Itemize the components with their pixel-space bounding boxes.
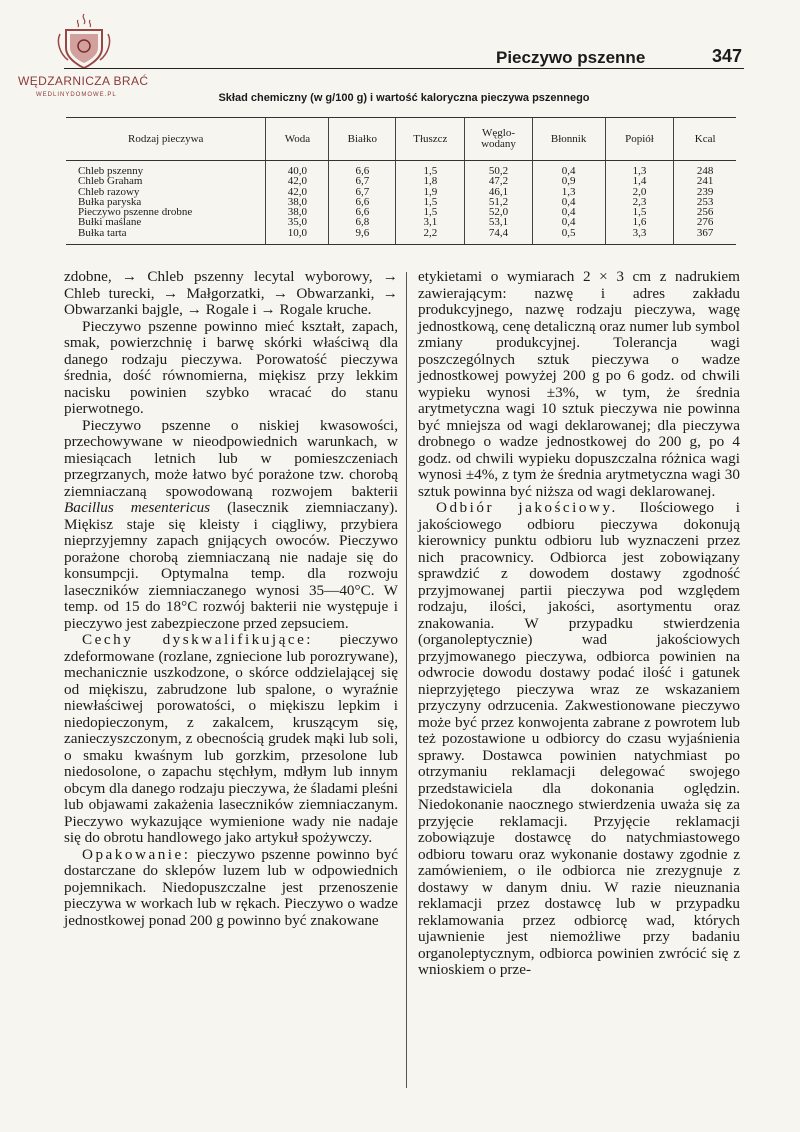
table-cell — [465, 161, 532, 245]
table-cell — [266, 161, 329, 245]
col-header-water: Woda — [266, 118, 329, 161]
table-row-label: Pieczywo pszenne drobne — [78, 206, 193, 219]
running-header-title: Pieczywo pszenne — [496, 48, 646, 67]
table-value: 1,3 — [632, 165, 647, 177]
table-value: 256 — [696, 206, 714, 219]
table-value: 3,1 — [423, 216, 438, 229]
table-value: 0,4 — [561, 165, 576, 177]
logo-website-text: WEDLINYDOMOWE.PL — [36, 92, 117, 98]
table-value: 2,3 — [632, 195, 647, 208]
table-row-label: Chleb pszenny — [78, 165, 144, 177]
table-value: 1,5 — [423, 165, 438, 177]
left-column — [64, 269, 398, 929]
table-row — [66, 161, 736, 245]
section-heading: Opakowanie: — [82, 845, 191, 863]
table-value: 1,5 — [423, 195, 438, 208]
paragraph: Pieczywo pszenne o niskiej kwasowości, przechowywane w nieodpowiednich warunkach, w miesiącach letnich lub w pomieszczeniach przegrzanych, może łatwo być porażone tzw. chorobą ziemniaczaną spowodowaną rozwojem bakterii Bacillus mesentericus (lasecznik ziemniaczany). Miękisz staje się kleisty i ciągliwy, przybiera nieprzyjemny zapach gnijących owoców. Pieczywo porażone chorobą ziemniaczaną nie nadaje się do konsumpcji. Optymalna temp. dla rozwoju laseczników ziemniaczanego wynosi 35—40°C. W temp. od 15 do 18°C rozwój bakterii nie występuje i pieczywo jest zabezpieczone przed zepsuciem. — [64, 416, 398, 632]
table-value: 6,6 — [355, 195, 370, 208]
col-header-protein: Białko — [329, 118, 396, 161]
table-value: 1,3 — [561, 185, 576, 198]
table-value: 1,8 — [423, 175, 438, 188]
table-cell — [329, 161, 396, 245]
table-value: 0,5 — [561, 226, 576, 239]
table-value: 47,2 — [488, 175, 509, 188]
table-value: 1,4 — [632, 175, 647, 188]
col-header-carbs: Węglo-wodany — [465, 118, 532, 161]
table-row-label: Chleb razowy — [78, 185, 140, 198]
table-value: 0,4 — [561, 206, 576, 219]
table-value: 6,8 — [355, 216, 370, 229]
section-heading: Odbiór jakościowy. — [436, 499, 618, 516]
paragraph: Cechy dyskwalifikujące: pieczywo zdeformowane (rozlane, zgniecione lub porozrywane), mechanicznie uszkodzone, o skórce oddzielającej się od miękiszu, zabrudzone lub spalone, o wyraźnie niewłaściwej porowatości, o miękiszu lepkim i niedopieczonym, z zakalcem, kruszącym się, zanieczyszczonym, z obecnością grudek mąki lub soli, o smaku kwaśnym lub gorzkim, przesolone lub niedosolone, o zapachu stęchłym, mdłym lub innym obcym dla danego rodzaju pieczywa, że śladami pleśni lub objawami zakażenia laseczników ziemniaczanym. Pieczywo wykazujące wymienione wady nie nadaje się do obrotu handlowego jako artykuł spożywczy. — [64, 631, 398, 846]
table-value: 248 — [696, 165, 714, 177]
table-caption: Skład chemiczny (w g/100 g) i wartość kaloryczna pieczywa pszennego — [218, 92, 590, 104]
composition-table — [66, 117, 736, 245]
paragraph: Opakowanie: pieczywo pszenne powinno być dostarczane do sklepów luzem lub w odpowiednich pojemnikach. Niedopuszczalne jest przenoszenie pieczywa w workach lub w rękach. Pieczywo o wadze jednostkowej ponad 200 g powinno być znakowane — [64, 845, 398, 929]
page-number: 347 — [712, 46, 743, 66]
header-rule — [64, 68, 744, 69]
table-cell — [66, 161, 266, 245]
table-value: 239 — [696, 185, 714, 198]
col-header-type: Rodzaj pieczywa — [66, 118, 266, 161]
table-value: 6,7 — [355, 185, 370, 198]
table-value: 1,5 — [632, 206, 647, 219]
table-value: 50,2 — [488, 165, 509, 177]
table-value: 51,2 — [488, 195, 509, 208]
table-value: 1,5 — [423, 206, 438, 219]
table-value: 9,6 — [355, 226, 370, 239]
table-value: 38,0 — [287, 206, 308, 219]
right-column — [418, 269, 740, 979]
col-header-fiber: Błonnik — [532, 118, 605, 161]
table-value: 367 — [696, 226, 714, 239]
table-value: 35,0 — [287, 216, 308, 229]
table-value: 0,4 — [561, 195, 576, 208]
table-value: 74,4 — [488, 226, 509, 239]
table-cell — [396, 161, 465, 245]
table-value: 276 — [696, 216, 714, 229]
table-value: 3,3 — [632, 226, 647, 239]
table-value: 6,6 — [355, 165, 370, 177]
table-value: 2,0 — [632, 185, 647, 198]
table-value: 10,0 — [287, 226, 308, 239]
table-row-label: Bułka tarta — [78, 226, 127, 239]
table-value: 1,9 — [423, 185, 438, 198]
table-value: 6,7 — [355, 175, 370, 188]
table-value: 0,4 — [561, 216, 576, 229]
logo-brand-text: WĘDZARNICZA BRAĆ — [18, 74, 149, 88]
table-value: 40,0 — [287, 165, 308, 177]
col-header-fat: Tłuszcz — [396, 118, 465, 161]
column-divider — [406, 272, 407, 1088]
paragraph: zdobne, → Chleb pszenny lecytal wyborowy, → Chleb turecki, → Małgorzatki, → Obwarzanki, → Obwarzanki bajgle, → Rogale i → Rogale kruche. — [64, 268, 398, 318]
table-value: 46,1 — [488, 185, 509, 198]
table-value: 253 — [696, 195, 714, 208]
table-value: 42,0 — [287, 175, 308, 188]
table-row-label: Bułka paryska — [78, 195, 142, 208]
site-logo — [14, 10, 149, 100]
bacteria-name: Bacillus mesentericus — [64, 499, 211, 516]
paragraph: Pieczywo pszenne powinno mieć kształt, zapach, smak, powierzchnię i barwę skórki właściwą dla danego rodzaju pieczywa. Porowatość pieczywa średnia, dość równomierna, miękisz przy lekkim nacisku powinien szybko wracać do stanu pierwotnego. — [64, 317, 398, 417]
section-heading: Cechy dyskwalifikujące: — [82, 631, 314, 648]
col-header-ash: Popiół — [605, 118, 674, 161]
crest-icon — [54, 10, 114, 72]
table-cell — [605, 161, 674, 245]
col-header-kcal: Kcal — [674, 118, 736, 161]
table-cell — [674, 161, 736, 245]
table-header-row — [66, 118, 736, 161]
table-value: 52,0 — [488, 206, 509, 219]
table-row-label: Bułki maślane — [78, 216, 142, 229]
table-value: 1,6 — [632, 216, 647, 229]
table-value: 38,0 — [287, 195, 308, 208]
table-value: 0,9 — [561, 175, 576, 188]
paragraph: Odbiór jakościowy. Ilościowego i jakościowego odbioru pieczywa dokonują kierownicy punktu odbioru lub wyznaczeni przez nich pracownicy. Odbiorca jest zobowiązany sprawdzić z dowodem dostawy zgodność przyjmowanej partii pieczywa pod względem rodzaju, ilości, jakości, asortymentu oraz znakowania. W przypadku stwierdzenia (organoleptycznie) wad jakościowych przyjmowanego pieczywa, odbiorca powinien na odwrocie dowodu dostawy podać ilość i gatunek nieprzyjętego pieczywa wraz ze wskazaniem przyczyny odrzucenia. Zakwestionowane pieczywo może być przez konwojenta zabrane z powrotem lub też pozostawione u odbiorcy do czasu wyjaśnienia sprawy. Dostawca powinien natychmiast po otrzymaniu reklamacji delegować swojego przedstawiciela dla dokonania oględzin. Niedokonanie naocznego stwierdzenia uważa się za przyjęcie reklamacji. Przyjęcie reklamacji zobowiązuje dostawcę do natychmiastowego odbioru towaru oraz wykonanie dostawy zgodnie z zamówieniem, o ile odbiorca nie zrezygnuje z dostawy w danym dniu. W razie nieuznania reklamacji przez dostawcę lub w przypadku reklamowania przez odbiorcę wad, których ujawnienie jest niemożliwe przy badaniu organoleptycznym, odbiorca powinien zwrócić się z wnioskiem o prze- — [418, 499, 740, 978]
table-cell — [532, 161, 605, 245]
table-value: 53,1 — [488, 216, 509, 229]
paragraph: etykietami o wymiarach 2 × 3 cm z nadrukiem zawierającym: nazwę i adres zakładu produkcyjnego, nazwę rodzaju pieczywa, wagę jednostkową, cenę detaliczną oraz numer lub symbol zmiany produkcyjnej. Tolerancja wagi poszczególnych sztuk pieczywa o wadze jednostkowej powyżej 200 g po 6 godz. od chwili wypieku wynosi ±3%, w tym, że średnia arytmetyczna wagi 10 sztuk pieczywa nie powinna być mniejsza od wagi deklarowanej; dla pieczywa drobnego o wadze jednostkowej do 200 g, po 4 godz. od chwili wypieku dopuszczalna różnica wagi wynosi ±4%, z tym że średnia arytmetyczna wagi 30 sztuk powinna być niższa od wagi deklarowanej. — [418, 268, 740, 500]
table-value: 6,6 — [355, 206, 370, 219]
table-row-label: Chleb Graham — [78, 175, 143, 188]
table-value: 2,2 — [423, 226, 438, 239]
table-value: 241 — [696, 175, 714, 188]
table-value: 42,0 — [287, 185, 308, 198]
